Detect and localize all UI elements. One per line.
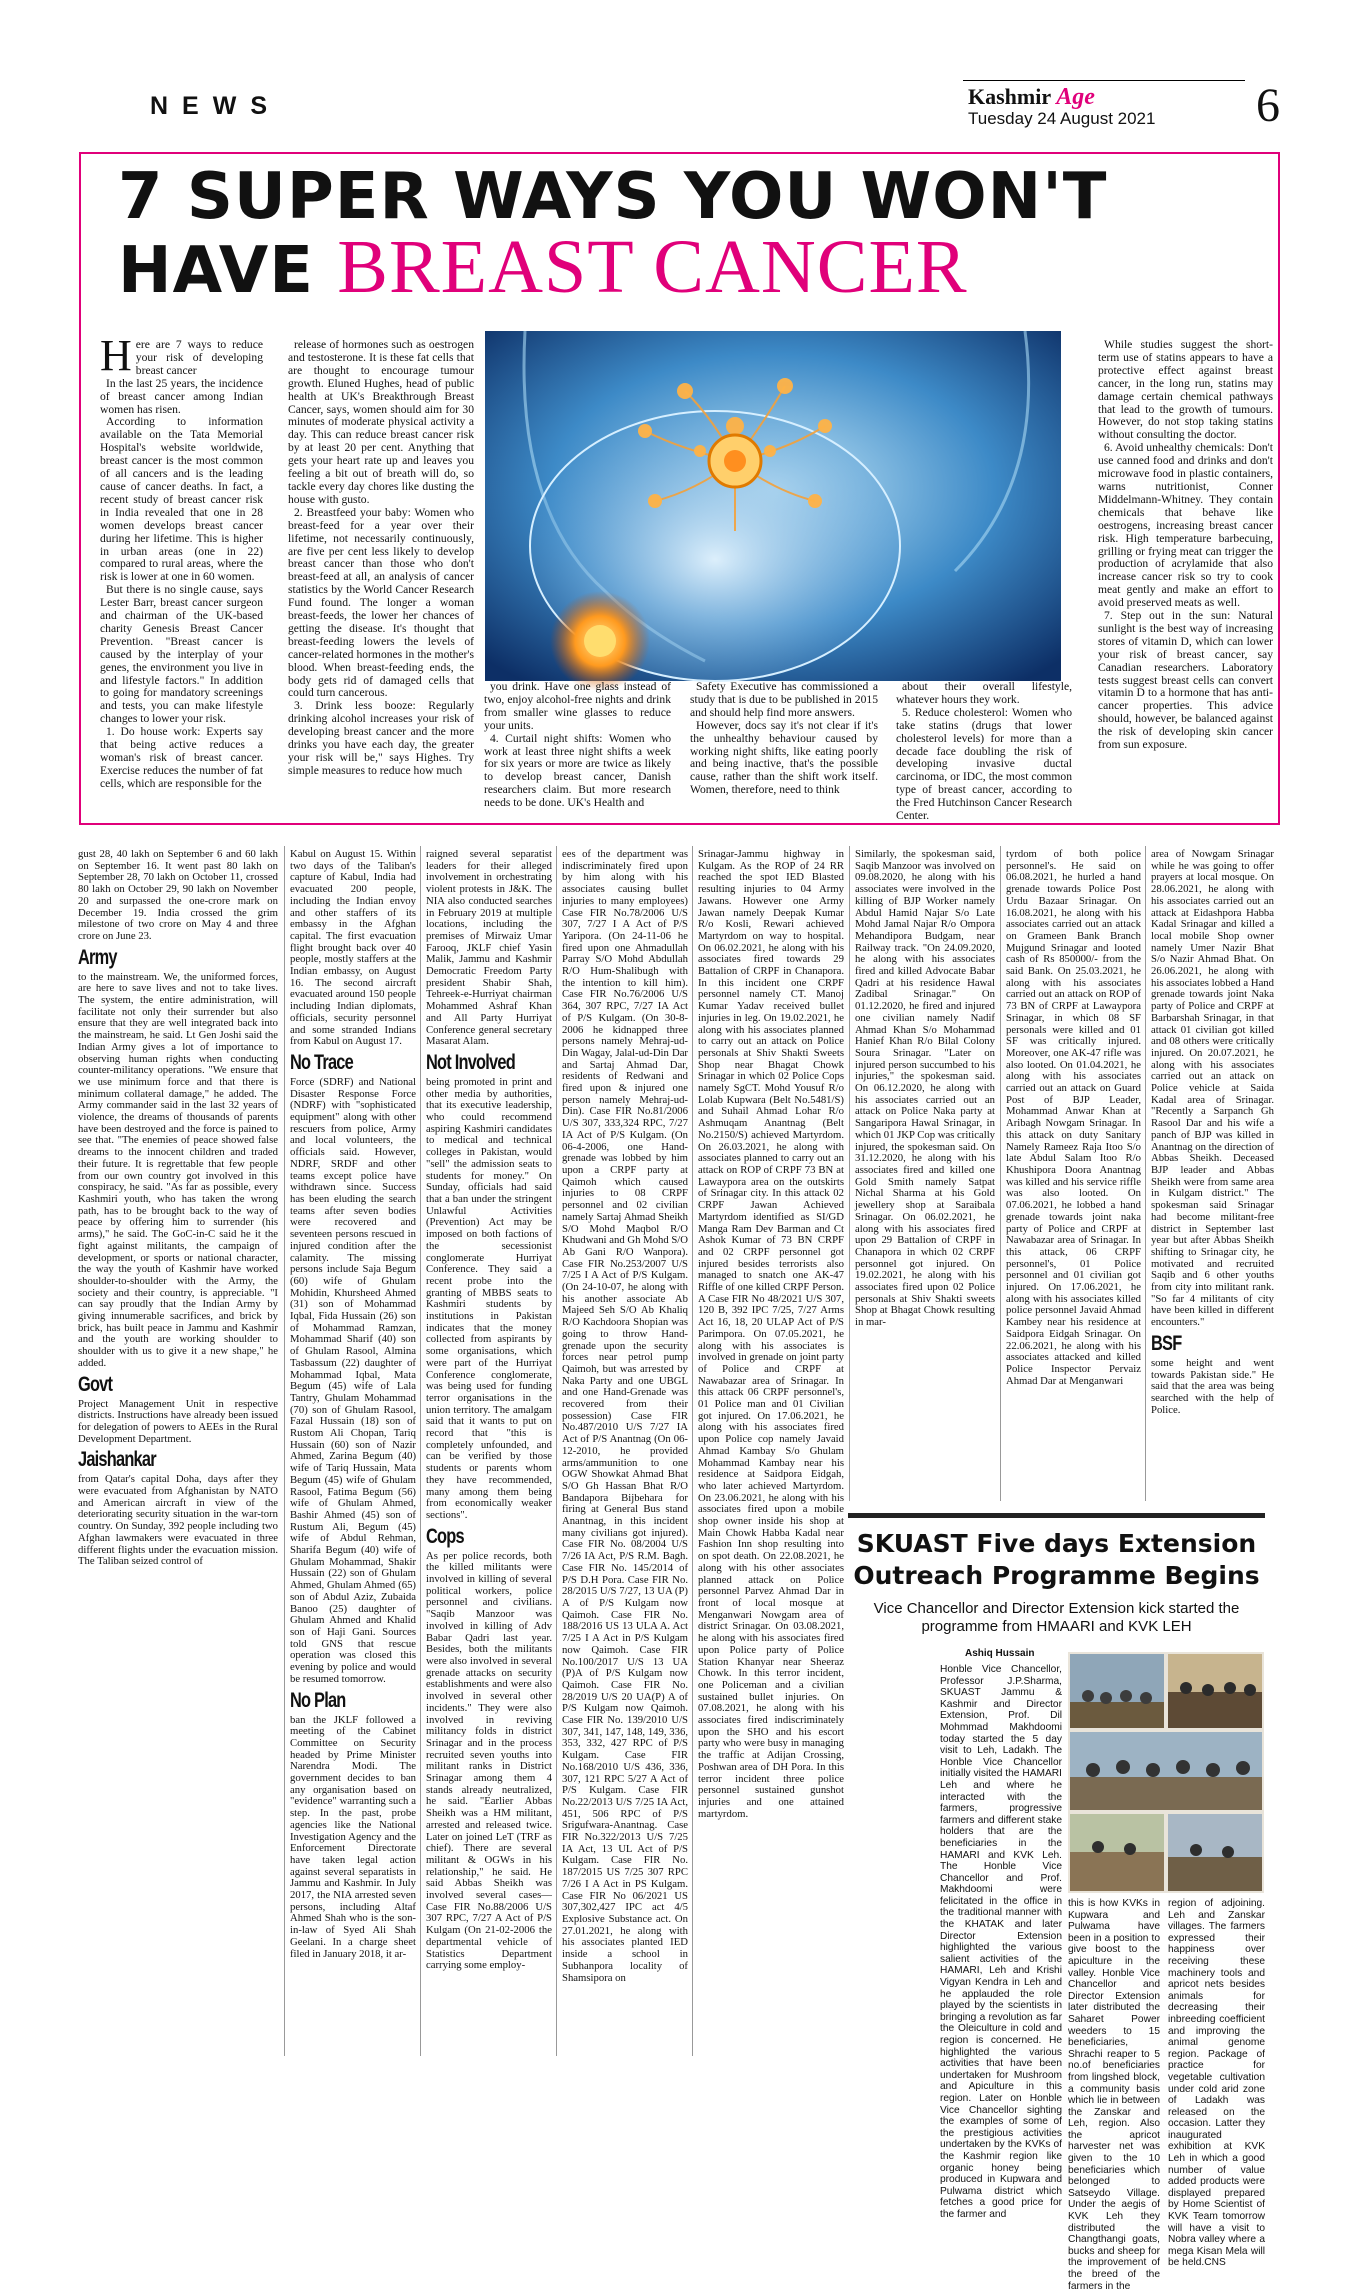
news-paragraph: Project Management Unit in respective districts. Instructions have already been issued for delegation of powers to AEEs in the Rural Development Department.	[78, 1397, 278, 1445]
column-divider	[1000, 846, 1001, 1501]
news-paragraph: Force (SDRF) and National Disaster Response Force (NDRF) with "sophisticated equipment" along with other rescuers from police, Army and local volunteers, the officials said. However, NDRF, SRDF and other teams except police have withdrawn since. Success has been eluding the search teams after seven bodies were recovered and seventeen persons rescued in injured condition after the calamity. The missing persons include Saja Begum (60) wife of Ghulam Mohidin, Khursheed Ahmed (31) son of Mohammad Iqbal, Fida Hussain (26) son of Mohammad Ramzan, Mohammad Sharif (40) son of Ghulam Rasool, Almina Tasbassum (22) daughter of Mohammad Iqbal, Mata Begum (45) wife of Lala Tantry, Ghulam Mohammad (70) son of Ghulam Rasool, Fazal Hussain (18) son of Rustom Ali Chopan, Tariq Hussain (60) son of Nazir Ahmed, Zarina Begum (40) wife of Tariq Hussain, Mata Begum (45) wife of Ghulam Rasool, Fatima Begum (56) wife of Ghulam Ahmed, Bashir Ahmed (45) son of Rustum Ali, Begum (45) wife of Abdul Rehman, Sharifa Begum (40) wife of Ghulam Mohammad, Shakir Hussain (22) son of Ghulam Ahmed, Ghulam Ahmed (65) son of Abdul Aziz, Zubaida Banoo (25) daughter of Ghulam Ahmed and Khalid son of Haji Gani. Sources told GNS that rescue operation was closed this evening by police and would be resumed tomorrow.	[290, 1075, 416, 1685]
news-paragraph: area of Nowgam Srinagar while he was going to offer prayers at local mosque. On 28.06.2021, he along with his associates carried out an attack at Eidashpora Habba Kadal Srinagar and killed a local mobile Shop owner namely Umer Nazir Bhat S/o Nazir Ahmad Bhat. On 26.06.2021, he along with his associates lobbed a Hand grenade towards joint Naka party of Police and CRPF at Barbarshah Srinagar, in that attack 01 civilian got killed and 08 others were critically injured. On 20.07.2021, he along with his associates carried out an attack on Police vehicle at Saida Kadal area of Srinagar. "Recently a Sarpanch Gh Rasool Dar and his wife a panch of BJP was killed in Anantnag on the direction of Abbas Sheikh. Deceased BJP leader and Abbas Sheikh were from same area in Kulgam district." The spokesman said Srinagar had become militant-free district in September last year but after Abbas Sheikh shifting to Srinagar city, he motivated and recruited Saqib and 6 other youths from city into militant rank. "So far 4 militants of city have been killed in different encounters."	[1151, 848, 1274, 1329]
news-paragraph: Similarly, the spokesman said, Saqib Manzoor was involved on 09.08.2020, he along with his associates were involved in the killing of BJP Worker namely Abdul Hamid Najar S/o Late Mohd Jamal Najar R/o Ompora Mehandipora Budgam, near Railway track. "On 24.09.2020, he along with his associates fired and killed Advocate Babar Qadri at his residence Hawal Zadibal Srinagar." On 01.12.2020, he fired and injured one civilian namely Nadif Ahmad Khan S/o Mohammad Hanief Khan R/o Bilal Colony Soura Srinagar. "Later on injured person succumbed to his injuries," the spokesman said. On 06.12.2020, he along with his associates carried out an attack on Police Naka party at Sangaripora Hawal Srinagar, in which 01 JKP Cop was critically injured, the spokesman said. On 31.12.2020, he along with his associates fired and killed one Gold Smith namely Satpat Nichal Sharma at his Gold jewellery shop at Saraibala Srinagar. On 06.02.2021, he along with his associates fired upon 29 Battalion of CRPF in Chanapora in which 02 CRPF personnel got injured. On 19.02.2021, he along with his associates fired upon 02 Police personals at Shiv Shakti sweets Shop at Bhagat Chowk resulting in mar-	[855, 848, 996, 1329]
story-subhead: No Plan	[290, 1688, 346, 1712]
news-paragraph: Srinagar-Jammu highway in Kulgam. As the ROP of 24 RR reached the spot IED Blasted resulting injuries to 04 Army Jawans. However one Army Jawan namely Deepak Kumar R/o Kosli, Rewari achieved Martyrdom on way to hospital. On 06.02.2021, he along with his associates fired towards 29 Battalion of CRPF in Chanapora. In this incident one CRPF personnel namely CT. Manoj Kumar Yadav received bullet injuries in leg. On 19.02.2021, he along with his associates planned to carry out an attack on Police personals at Shiv Shakti Sweets Shop near Bhagat Chowk Srinagar in which 02 Police Cops namely SgCT. Mohd Yousuf R/o Lolab Kupwara (Belt No.5481/S) and Suhail Ahmad Lohar R/o Ashmuqam Anantnag (Belt No.2150/S) achieved Martyrdom. On 26.03.2021, he along with associates planned to carry out an attack on ROP of CRPF 73 BN at Lawaypora area on the outskirts of Srinagar city. In this attack 02 CRPF Jawan Achieved Martyrdom identified as SI/GD Manga Ram Dev Barman and Ct Ashok Kumar of 73 BN CRPF and 02 CRPF personnel got injured besides terrorists also managed to snatch one AK-47 Riffle of one killed CRPF Person. A Case FIR No 48/2021 U/S 307, 120 B, 392 IPC 7/25, 7/27 Arms Act 16, 18, 20 ULAP Act of P/S Parimpora. On 07.05.2021, he along with his associates is involved in grenade on joint party of Police and CRPF at Nawabazar area of Srinagar. In this attack 06 CRPF personnel's, 01 Police man and 01 Civilian got injured. On 17.06.2021, he along with his associates fired upon Police cop namely Javaid Ahmad Kambay S/o Ghulam Mohammad Kambay near his residence at Saidpora Eidgah, who later achieved Martyrdom. On 23.06.2021, he along with his associates fired upon a mobile shop owner inside his shop at Main Chowk Habba Kadal near Fashion Inn shop resulting into on spot death. On 22.08.2021, he along with his other associates planned attack on Police personnel Parvez Ahmad Dar in front of local mosque at Menganwari Nowgam area of district Srinagar. On 03.08.2021, he along with his associates fired upon Police party of Police Station Khanyar near Sheeraz Chowk. In this terror incident, one Policeman and a civilian sustained bullet injuries. On 07.08.2021, he along with his associates fired indiscriminately upon the SHO and his escort party who were busy in managing the traffic at Adijan Crossing, Poshwan area of DH Pora. In this terror incident three police personnel sustained gunshot injuries and one attained martyrdom.	[698, 848, 844, 1820]
feature-column-6	[1098, 339, 1273, 752]
news-paragraph: ban the JKLF followed a meeting of the Cabinet Committee on Security headed by Prime Minister Narendra Modi. The government decides to ban any organisation based on "evidence" warranting such a step. In the past, probe agencies like the National Investigation Agency and the Enforcement Directorate have taken legal action against several separatists in Jammu and Kashmir. In July 2017, the NIA arrested seven persons, including Altaf Ahmed Shah who is the son-in-law of Syed Ali Shah Geelani. In a charge sheet filed in January 2018, it ar-	[290, 1713, 416, 1960]
feature-paragraph: 5. Reduce cholesterol: Women who take statins (drugs that lower cholesterol levels) for more than a decade face doubling the risk of developing invasive ductal carcinoma, or IDC, the most common type of breast cancer, according to the Fred Hutchinson Cancer Research Center.	[896, 705, 1072, 823]
headline-accent: BREAST CANCER	[337, 225, 968, 309]
news-column-4	[562, 849, 688, 1985]
skuast-byline: Ashiq Hussain	[965, 1648, 1035, 1659]
feature-paragraph: In the last 25 years, the incidence of breast cancer among Indian women has risen.	[100, 376, 263, 416]
page-number: 6	[1256, 79, 1280, 132]
news-paragraph: some height and went towards Pakistan side." He said that the area was being searched with the help of Police.	[1151, 1356, 1274, 1416]
masthead-rule	[963, 80, 1245, 81]
feature-paragraph: Safety Executive has commissioned a study that is due to be published in 2015 and should help find more answers.	[690, 680, 878, 719]
newspaper-logo	[968, 84, 1095, 111]
feature-paragraph: 1. Do house work: Experts say that being active reduces a woman's risk of breast cancer. Exercise reduces the number of fat cells, which are responsible for the	[100, 725, 263, 790]
feature-lead: ere are 7 ways to reduce your risk of developing breast cancer	[135, 338, 263, 377]
news-column-3	[426, 849, 552, 1973]
issue-date: Tuesday 24 August 2021	[968, 109, 1156, 128]
headline-have: HAVE	[118, 234, 338, 308]
logo-text-age: Age	[1056, 84, 1095, 110]
feature-column-2	[288, 339, 474, 778]
column-divider	[849, 846, 850, 1501]
column-divider	[420, 846, 421, 2056]
news-paragraph: gust 28, 40 lakh on September 6 and 60 lakh on September 16. It went past 80 lakh on September 28, 70 lakh on October 11, crossed 80 lakh on October 29, 90 lakh on November 20 and surpassed the one-crore mark on December 19. India crossed the grim milestone of two crore on May 4 and three crore on June 23.	[78, 848, 278, 942]
section-label: NEWS	[150, 92, 281, 120]
logo-text-kashmir: Kashmir	[968, 84, 1057, 109]
skuast-deck: Vice Chancellor and Director Extension kick started the programme from HMAARI and KVK LEH	[873, 1600, 1240, 1635]
column-divider	[1145, 846, 1146, 1501]
feature-paragraph: 2. Breastfeed your baby: Women who breast-feed for a year over their lifetime, not necessarily continuously, are five per cent less likely to develop breast cancer than those who don't breast-feed at all, an analysis of cancer statistics by the World Cancer Research Fund found. The longer a woman breast-feeds, the lower her chances of getting the disease. It's thought that breast-feeding lowers the levels of cancer-related hormones in the mother's blood. When breast-feeding ends, the body gets rid of damaged cells that could turn cancerous.	[288, 505, 474, 700]
feature-paragraph: 3. Drink less booze: Regularly drinking alcohol increases your risk of developing breast cancer and the more drinks you have each day, the greater your risk will be," says Highes. Try simple measures to reduce how much	[288, 699, 474, 777]
news-paragraph: Kabul on August 15. Within two days of the Taliban's capture of Kabul, India had evacuated 200 people, including the Indian envoy and other staffers of its embassy in the Afghan capital. The first evacuation flight brought back over 40 people, mostly staffers at the Indian embassy, on August 16. The second aircraft evacuated around 150 people including Indian diplomats, officials, security personnel and some stranded Indians from Kabul on August 17.	[290, 848, 416, 1048]
news-column-1	[78, 849, 278, 1569]
news-paragraph: tyrdom of both police personnel's. He said on 06.08.2021, he hurled a hand grenade towards Police Post Urdu Bazaar Srinagar. On 16.08.2021, he along with his associates carried out an attack on Grameen Bank Branch Mujgund Srinagar and looted cash of Rs 850000/- from the said Bank. On 25.03.2021, he along with his associates carried out an attack on ROP of 73 BN of CRPF at Lawaypora Srinagar, in which 08 SF personals were killed and 01 SF was critically injured. Moreover, one AK-47 rifle was also looted. On 01.04.2021, he along with his associates carried out an attack on Guard Post of BJP Leader, Mohammad Anwar Khan at Aribagh Nowgam Srinagar. In this attack on duty Sanitary Namely Rameez Raja Itoo S/o late Abdul Salam Itoo R/o Khushipora Doora Anantnag was killed and his service riffle was also looted. On 07.06.2021, he lobbed a hand grenade towards joint naka party of Police and CRPF at Nawabazar area of Srinagar. In this attack, 06 CRPF personnel's, 01 Police personnel and 01 civilian got injured. On 17.06.2021, he along with his associates killed police personnel Javaid Ahmad Kambey near his residence at Saidpora Eidgah Srinagar. On 22.06.2021, he along with his associates attacked and killed Police Inspector Pervaiz Ahmad Dar at Menganwari	[1006, 848, 1141, 1387]
feature-paragraph: 6. Avoid unhealthy chemicals: Don't use canned food and drinks and don't microwave food in plastic containers, warns nutritionist, Conner Middelmann-Whitney. They contain chemicals that behave like oestrogens, increasing breast cancer risk. High temperature barbecuing, grilling or frying meat can trigger the production of acrylamide that also increase cancer risk so try to cook meat gently and make an effort to avoid preserved meats as well.	[1098, 441, 1273, 610]
column-divider	[692, 846, 693, 2056]
news-paragraph: raigned several separatist leaders for their alleged involvement in orchestrating violent protests in J&K. The NIA also conducted searches in February 2019 at multiple locations, including the premises of Mirwaiz Umar Farooq, JKLF chief Yasin Malik, Jammu and Kashmir Democratic Freedom Party president Shabir Shah, Tehreek-e-Hurriyat chairman Mohammed Ashraf Khan and All Party Hurriyat Conference general secretary Masarat Alam.	[426, 848, 552, 1048]
story-subhead: Govt	[78, 1372, 113, 1396]
feature-headline	[118, 160, 1248, 309]
news-paragraph: As per police records, both the killed militants were involved in killing of several political workers, police personnel and civilians. "Saqib Manzoor was involved in killing of Adv Babar Qadri last year. Besides, both the militants were also involved in several grenade attacks on security establishments and were also involved in several other incidents." They were also involved in reviving militancy folds in district Srinagar and in the process recruited seven youths into militant ranks in District Srinagar among them 4 stands already neutralized, he said. "Earlier Abbas Sheikh was a HM militant, arrested and released twice. Later on joined LeT (TRF as chief). There are several militant & OGWs in his relationship," he said. He said Abbas Sheikh was involved several cases—Case FIR No.88/2006 U/S 307 RPC, 7/27 A Act of P/S Kulgam (On 21-02-2006 the departmental vehicle of Statistics Department carrying some employ-	[426, 1549, 552, 1972]
feature-column-4	[690, 681, 878, 797]
story-subhead: Cops	[426, 1524, 464, 1548]
news-column-8	[1151, 849, 1274, 1417]
feature-column-5	[896, 681, 1072, 823]
feature-paragraph: While studies suggest the short-term use of statins appears to have a protective effect against breast cancer, in the long run, statins may damage certain chemical pathways that lead to the growth of tumours. However, do not stop taking statins without consulting the doctor.	[1098, 338, 1273, 442]
news-paragraph: being promoted in print and other media by authorities, that its executive leadership, who could recommend aspiring Kashmiri candidates to medical and technical colleges in Pakistan, would "sell" the admission seats to students for money." On Sunday, officials had said that a ban under the stringent Unlawful Activities (Prevention) Act may be imposed on both factions of the secessionist conglomerate Hurriyat Conference. They said a recent probe into the granting of MBBS seats to Kashmiri students by institutions in Pakistan indicates that the money collected from aspirants by some organisations, which were part of the Hurriyat Conference conglomerate, was being used for funding terror organisations in the union territory. The amalgam said that it wants to put on record that "this is completely unfounded, and can be verified by those students or parents whom they have recommended, many among them being from economically weaker sections".	[426, 1075, 552, 1521]
drop-cap: H	[100, 331, 132, 380]
news-column-6	[855, 849, 995, 1330]
skuast-column-1: Honble Vice Chancellor, Professor J.P.Sharma, SKUAST Jammu & Kashmir and Director Extension, Prof. Dil Mohmmad Makhdoomi today started the 5 day visit to Leh, Ladakh. The Honble Vice Chancellor initially visited the HAMARI Leh and where he interacted with the farmers, progressive farmers and different stake holders that are the beneficiaries in the HAMARI and KVK Leh. The Honble Vice Chancellor and Prof. Makhdoomi were felicitated in the office in the traditional manner with the KHATAK and later Director Extension highlighted the various salient activities of the HAMARI, Leh and Krishi Vigyan Kendra in Leh and he applauded the role played by the scientists in bringing a revolution as far the Oleiculture in cold and region is concerned. He highlighted the various activities that have been undertaken for Mushroom and Apiculture in this region. Later on Honble Vice Chancellor sighting the examples of some of the prestigious activities undertaken by the KVKs of the Kashmir region like organic honey being produced in Kupwara and Pulwama district which fetches a good price for the farmer and	[940, 1664, 1062, 2220]
feature-paragraph: about their overall lifestyle, whatever hours they work.	[896, 680, 1072, 706]
story-top-rule	[848, 1513, 1265, 1518]
story-subhead: No Trace	[290, 1050, 353, 1074]
feature-column-3	[484, 681, 671, 810]
feature-paragraph: However, docs say it's not clear if it's the unhealthy behaviour caused by working night shifts, like eating poorly and being inactive, that's the possible cause, rather than the shift work itself. Women, therefore, need to think	[690, 718, 878, 797]
skuast-photo-collage	[1068, 1652, 1264, 1893]
feature-paragraph: release of hormones such as oestrogen and testosterone. It is these fat cells that are thought to encourage tumour growth. Eluned Hughes, head of public health at UK's Breakthrough Breast Cancer, says, women should aim for 30 minutes of moderate physical activity a day. This can reduce breast cancer risk by at least 20 per cent. Anything that gets your heart rate up and leaves you feeling a bit out of breath will do, so tackle every day chores like dusting the house with gusto.	[288, 338, 474, 506]
story-subhead: Jaishankar	[78, 1448, 156, 1472]
story-subhead: BSF	[1151, 1331, 1182, 1355]
skuast-column-3: region of adjoining. Leh and Zanskar villages. The farmers expressed their happiness over receiving these machinery tools and apricot nets besides animals for decreasing their inbreeding coefficient and improving the animal genome region. Package of practice for vegetable cultivation under cold arid zone of Ladakh was released on the occasion. Latter they inaugurated exhibition at KVK Leh in which a good number of value added products were displayed prepared by Home Scientist of KVK Team tomorrow will have a visit to Nobra valley where a mega Kisan Mela will be held.CNS	[1168, 1898, 1265, 2269]
news-column-7	[1006, 849, 1141, 1388]
feature-paragraph: But there is no single cause, says Lester Barr, breast cancer surgeon and chairman of the UK-based charity Genesis Breast Cancer Prevention. "Breast cancer is caused by the interplay of your genes, the environment you live in and lifestyle factors." In addition to going for mandatory screenings and tests, you can make lifestyle changes to lower your risk.	[100, 583, 263, 726]
event-photos	[1068, 1652, 1264, 1893]
column-divider	[556, 846, 557, 2056]
news-column-5	[698, 849, 844, 1821]
news-paragraph: from Qatar's capital Doha, days after they were evacuated from Afghanistan by NATO and American aircraft in view of the deteriorating security situation in the war-torn country. On Sunday, 392 people including two Afghan lawmakers were evacuated in three different flights under the evacuation mission. The Taliban seized control of	[78, 1473, 278, 1568]
feature-illustration	[485, 331, 1061, 681]
news-column-2	[290, 849, 416, 1961]
column-divider	[284, 846, 285, 2056]
story-subhead: Army	[78, 945, 117, 969]
feature-paragraph: 7. Step out in the sun: Natural sunlight is the best way of increasing stores of vitamin D, which can lower your risk of breast cancer, say Canadian researchers. Laboratory tests suggest breast cells can convert vitamin D to a hormone that has anti-cancer properties. This advice should, however, be balanced against the risk of developing skin cancer from sun exposure.	[1098, 609, 1273, 752]
story-subhead: Not Involved	[426, 1050, 515, 1074]
feature-paragraph: 4. Curtail night shifts: Women who work at least three night shifts a week for six years or more are twice as likely to develop breast cancer, Danish researchers claim. But more research needs to be done. UK's Health and	[484, 731, 671, 810]
feature-paragraph: According to information available on the Tata Memorial Hospital's website worldwide, breast cancer is the most common of all cancers and is the leading cause of cancer deaths. In fact, a recent study of breast cancer risk in India revealed that one in 28 women develops breast cancer during her lifetime. This is higher in urban areas (one in 22) compared to rural areas, where the risk is lower at one in 60 women.	[100, 415, 263, 584]
feature-column-1	[100, 331, 263, 791]
breast-anatomy-image	[485, 331, 1061, 681]
news-paragraph: ees of the department was indiscriminately fired upon by him along with his associates causing bullet injuries to many employees) Case FIR No.78/2006 U/S 307, 7/27 I A Act of P/S Yaripora. (On 24-11-06 he fired upon one Ahmadullah Parray S/O Mohd Abdullah R/O Hum-Shalibugh with the intention to kill him). Case FIR No.76/2006 U/S 364, 307 RPC, 7/27 IA Act of P/S Kulgam. (On 30-8-2006 he kidnapped three persons namely Mehraj-ud-Din Wagay, Jalal-ud-Din Dar and Sartaj Ahmad Dar, residents of Redwani and fired upon & injured one person namely Mehraj-ud-Din). Case FIR No.81/2006 U/S 307, 333,324 RPC, 7/27 IA Act of P/S Kulgam. (On 06-4-2006, one Hand-grenade was lobbed by him upon a CRPF party at Qaimoh which caused injuries to 08 CRPF personnel and 02 civilian namely Sartaj Ahmad Sheikh S/O Mohd Maqbol R/O Khudwani and Gh Mohd S/O Ab Gani R/O Wanpora). Case FIR No.253/2007 U/S 7/25 I A Act of P/S Kulgam. (On 24-10-07, he along with his another associate Ab Majeed Seh S/O Ab Khaliq R/O Kachdoora Shopian was going to throw Hand-grenade upon the security forces near petrol pump Qaimoh, but was arrested by Naka Party and one UBGL and one Hand-Grenade was recovered from their possession) Case FIR No.487/2010 U/S 7/27 IA Act of P/S Anantnag (On 06-12-2010, he provided arms/ammunition to one OGW Showkat Ahmad Bhat S/O Gh Hassan Bhat R/O Bandapora Bijbehara for firing at General Bus stand Anantnag, in this incident many civilians got injured). Case FIR No. 08/2004 U/S 7/26 IA Act, P/S R.M. Bagh. Case FIR No. 145/2014 of P/S D.H Pora. Case FIR No. 28/2015 U/S 7/27, 13 UA (P) A of P/S Kulgam now Qaimoh. Case FIR No. 188/2016 US 13 ULA A. Act 7/25 I A Act in P/S Kulgam now Qaimoh. Case FIR No.100/2017 U/S 13 UA (P)A of P/S Kulgam now Qaimoh. Case FIR No. 28/2019 U/S 20 UA(P) A of P/S Kulgam now Qaimoh. Case FIR No. 139/2010 U/S 307, 341, 147, 148, 149, 336, 353, 332, 427 RPC of P/S Kulgam. Case FIR No.168/2010 U/S 436, 336, 307, 121 RPC 5/27 A Act of P/S Kulgam. Case FIR No.22/2013 U/S 7/25 IA Act, 451, 506 RPC of P/S Srigufwara-Anantnag. Case FIR No.322/2013 U/S 7/25 IA Act, 13 UL Act of P/S Kulgam. Case FIR No. 187/2015 US 7/25 307 RPC 7/26 I A Act in PS Kulgam. Case FIR No 06/2021 US 307,302,427 IPC act 4/5 Explosive Substance act. On 27.01.2021, he along with his associates planted IED inside a school in Subhanpora locality of Shamsipora on	[562, 848, 688, 1984]
news-paragraph: to the mainstream. We, the uniformed forces, are here to save lives and not to take lives. The system, the entire administration, will facilitate not only their surrender but also ensure that they are well integrated back into the mainstream, he said. Lt Gen Joshi said the Indian Army gives a lot of importance to observing human rights when conducting counter-militancy operations. "We ensure that we use minimum force and that there is minimum collateral damage," he added. The Army commander said in the last 32 years of violence, the dreams of thousands of parents have been destroyed and the force is pained to see that. "The enemies of peace showed false dreams to the innocent children and traded their future. It is regrettable that few people from our own country got involved in this conspiracy, he said. "As far as possible, every Kashmiri youth, who has taken the wrong path, has to be brought back to the way of peace by offering him to surrender (his arms)," he said. The GoC-in-C said he it the fight against militants, the campaign of development, or sports or national character, the way the youth of Kashmir have worked shoulder-to-shoulder with the Army, the society and their country, is appreciable. "I can say proudly that the Indian Army by giving innumerable sacrifices, and brick by brick, has built peace in Jammu and Kashmir and the youth are working shoulder to shoulder with us to give it a new shape," he added.	[78, 970, 278, 1369]
feature-paragraph: you drink. Have one glass instead of two, enjoy alcohol-free nights and drink from smaller wine glasses to reduce your units.	[484, 680, 671, 732]
skuast-column-2: this is how KVKs in Kupwara and Pulwama have been in a position to give boost to the apiculture in the valley. Honble Vice Chancellor and Director Extension later distributed the Saharet Power weeders to 15 beneficiaries, Shrachi reaper to 5 no.of beneficiaries from lingshed block, a community basis which lie in between the Zanskar and Leh, region. Also the apricot harvester net was given to the 10 beneficiaries which belonged to Satseydo Village. Under the aegis of KVK Leh they distributed the Changthangi goats, bucks and sheep for the improvement of the breed of the farmers in the	[1068, 1898, 1160, 2292]
skuast-headline: SKUAST Five days Extension Outreach Programme Begins	[853, 1529, 1260, 1590]
headline-line2	[118, 225, 1248, 309]
headline-line1: 7 SUPER WAYS YOU WON'T	[118, 160, 1108, 234]
